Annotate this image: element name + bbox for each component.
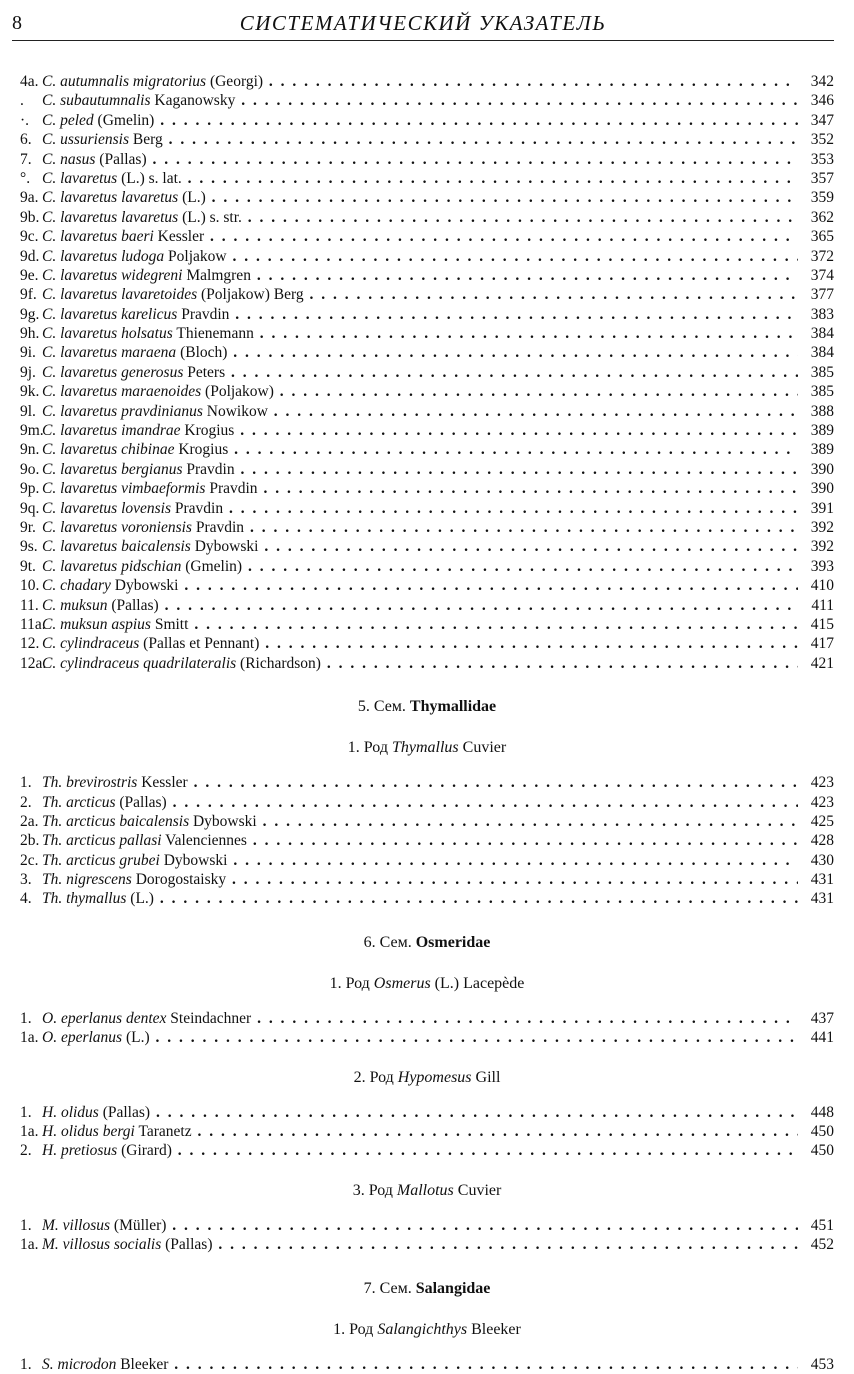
- taxon-name: C. lavaretus karelicus: [42, 305, 178, 323]
- taxon-author: Thienemann: [172, 325, 254, 343]
- page-reference: 425: [798, 812, 834, 831]
- index-entry: [20, 460, 834, 479]
- entry-number: 9e.: [20, 266, 39, 284]
- page-reference: 431: [798, 870, 834, 889]
- taxon-author: Valenciennes: [161, 832, 247, 850]
- page-reference: 389: [798, 440, 834, 459]
- entry-number: 12a.: [20, 654, 47, 672]
- index-entry: [20, 654, 834, 673]
- entry-number: 9c.: [20, 228, 39, 246]
- entry-taxon: [42, 537, 834, 556]
- index-entry: [20, 1028, 834, 1047]
- entry-number: 9p.: [20, 480, 40, 498]
- entry-number: 9l.: [20, 402, 36, 420]
- index-entry: [20, 615, 834, 634]
- entry-taxon: [42, 324, 834, 343]
- entry-number: .: [20, 92, 24, 110]
- page-reference: 410: [798, 576, 834, 595]
- taxon-name: C. lavaretus vimbaeformis: [42, 480, 206, 498]
- entry-number: 12.: [20, 635, 40, 653]
- taxon-author: Smitt: [150, 615, 189, 633]
- index-entry: [20, 596, 834, 615]
- entry-number: 7.: [20, 150, 32, 168]
- taxon-name: C. nasus: [42, 150, 96, 168]
- entry-list-mallotus: [20, 1216, 834, 1255]
- entry-taxon: [42, 421, 834, 440]
- page-reference: 347: [798, 111, 834, 130]
- entry-number: 1.: [20, 1216, 32, 1234]
- page-reference: 362: [798, 208, 834, 227]
- taxon-author: Pravdin: [171, 499, 224, 517]
- page-reference: 451: [798, 1216, 834, 1235]
- taxon-name: C. muksun aspius: [42, 615, 151, 633]
- taxon-name: C. lavaretus imandrae: [42, 422, 181, 440]
- entry-number: 9d.: [20, 247, 40, 265]
- entry-number: 9t.: [20, 557, 36, 575]
- index-entry: [20, 305, 834, 324]
- page-reference: 450: [798, 1122, 834, 1141]
- taxon-name: C. lavaretus widegreni: [42, 266, 183, 284]
- taxon-author: (Pallas): [115, 793, 167, 811]
- taxon-name: C. lavaretus maraena: [42, 344, 177, 362]
- genus-heading-hypomesus: 2. Род Hypomesus Gill: [353, 1068, 501, 1086]
- taxon-author: Malmgren: [182, 266, 251, 284]
- genus-heading-mallotus: 3. Род Mallotus Cuvier: [352, 1181, 502, 1199]
- taxon-name: Th. arcticus baicalensis: [42, 812, 190, 830]
- index-entry: [20, 831, 834, 850]
- family-heading-salangidae: 7. Сем. Salangidae: [363, 1279, 491, 1297]
- page-reference: 377: [798, 285, 834, 304]
- entry-list-osmerus: [20, 1009, 834, 1048]
- entry-taxon: [42, 634, 834, 653]
- index-entry: [20, 518, 834, 537]
- family-heading-osmeridae: 6. Сем. Osmeridae: [363, 933, 491, 951]
- entry-taxon: [42, 363, 834, 382]
- taxon-author: (Poljakow) Berg: [197, 286, 304, 304]
- taxon-name: O. eperlanus: [42, 1029, 123, 1047]
- page-reference: 423: [798, 773, 834, 792]
- taxon-name: Th. arcticus pallasi: [42, 832, 162, 850]
- taxon-author: (Pallas): [98, 1103, 151, 1121]
- entry-number: 1a.: [20, 1123, 39, 1141]
- entry-list-salangichthys: [20, 1355, 834, 1374]
- entry-taxon: [42, 1009, 834, 1028]
- taxon-author: Krogius: [180, 422, 235, 440]
- page-reference: 342: [798, 72, 834, 91]
- index-entry: [20, 557, 834, 576]
- page-reference: 357: [798, 169, 834, 188]
- entry-taxon: [42, 343, 834, 362]
- entry-taxon: [42, 831, 834, 850]
- entry-number: 9r.: [20, 518, 36, 536]
- taxon-author: (Bloch): [176, 344, 228, 362]
- page-number: 8: [12, 12, 22, 34]
- index-content: [20, 72, 834, 1374]
- entry-list-hypomesus: [20, 1103, 834, 1161]
- entry-taxon: [42, 793, 834, 812]
- taxon-name: M. villosus: [42, 1216, 111, 1234]
- index-entry: [20, 382, 834, 401]
- taxon-name: C. cylindraceus quadrilateralis: [42, 654, 237, 672]
- entry-taxon: [42, 266, 834, 285]
- taxon-author: Kessler: [137, 774, 188, 792]
- taxon-author: Pravdin: [177, 305, 230, 323]
- taxon-name: C. lavaretus ludoga: [42, 247, 165, 265]
- entry-number: 9k.: [20, 383, 40, 401]
- entry-number: 9f.: [20, 286, 37, 304]
- entry-number: 1a.: [20, 1236, 39, 1254]
- index-entry: [20, 169, 834, 188]
- taxon-name: C. lavaretus bergianus: [42, 460, 183, 478]
- page-reference: 390: [798, 460, 834, 479]
- index-entry: [20, 208, 834, 227]
- entry-taxon: [42, 576, 834, 595]
- index-entry: [20, 773, 834, 792]
- page-reference: 448: [798, 1103, 834, 1122]
- entry-taxon: [42, 130, 834, 149]
- taxon-author: Dybowski: [159, 851, 228, 869]
- index-entry: [20, 889, 834, 908]
- taxon-name: C. lavaretus generosus: [42, 363, 184, 381]
- index-entry: [20, 1103, 834, 1122]
- taxon-name: Th. nigrescens: [42, 871, 132, 889]
- page-reference: 388: [798, 402, 834, 421]
- taxon-author: (Girard): [117, 1142, 172, 1160]
- page-reference: 452: [798, 1235, 834, 1254]
- entry-taxon: [42, 518, 834, 537]
- index-entry: [20, 421, 834, 440]
- entry-taxon: [42, 596, 834, 615]
- taxon-author: Pravdin: [182, 460, 235, 478]
- taxon-author: (L.): [178, 189, 206, 207]
- page-reference: 385: [798, 363, 834, 382]
- taxon-author: Nowikow: [202, 402, 268, 420]
- index-entry: [20, 870, 834, 889]
- index-entry: [20, 266, 834, 285]
- index-entry: [20, 499, 834, 518]
- taxon-name: Th. thymallus: [42, 890, 127, 908]
- entry-number: 9q.: [20, 499, 40, 517]
- taxon-name: C. subautumnalis: [42, 92, 151, 110]
- page-reference: 372: [798, 247, 834, 266]
- taxon-name: C. lavaretus lovensis: [42, 499, 172, 517]
- entry-number: 9n.: [20, 441, 40, 459]
- taxon-name: C. ussuriensis: [42, 131, 129, 149]
- entry-number: 2.: [20, 1142, 32, 1160]
- entry-taxon: [42, 150, 834, 169]
- taxon-name: C. lavaretus pidschian: [42, 557, 182, 575]
- entry-taxon: [42, 247, 834, 266]
- page-reference: 428: [798, 831, 834, 850]
- entry-number: 2c.: [20, 851, 39, 869]
- taxon-name: M. villosus socialis: [42, 1236, 162, 1254]
- taxon-author: Poljakow: [164, 247, 227, 265]
- entry-taxon: [42, 870, 834, 889]
- taxon-name: C. chadary: [42, 577, 111, 595]
- entry-number: ·.: [20, 111, 30, 129]
- taxon-author: (Poljakow): [201, 383, 274, 401]
- taxon-name: O. eperlanus dentex: [42, 1009, 167, 1027]
- entry-number: 9o.: [20, 460, 40, 478]
- page-reference: 384: [798, 343, 834, 362]
- taxon-author: Pravdin: [191, 518, 245, 536]
- entry-taxon: [42, 285, 834, 304]
- taxon-author: (L.) s. lat.: [117, 169, 182, 187]
- entry-taxon: [42, 479, 834, 498]
- taxon-author: (Pallas): [107, 596, 159, 614]
- entry-taxon: [42, 460, 834, 479]
- entry-taxon: [42, 889, 834, 908]
- index-entry: [20, 440, 834, 459]
- genus-heading-salangichthys: 1. Род Salangichthys Bleeker: [333, 1320, 521, 1338]
- running-title: СИСТЕМАТИЧЕСКИЙ УКАЗАТЕЛЬ: [239, 11, 607, 35]
- taxon-author: (L.) s. str.: [178, 208, 242, 226]
- entry-number: 9b.: [20, 208, 40, 226]
- page-reference: 390: [798, 479, 834, 498]
- taxon-author: (L.): [126, 890, 154, 908]
- taxon-name: Th. brevirostris: [42, 774, 138, 792]
- page-reference: 389: [798, 421, 834, 440]
- page-reference: 374: [798, 266, 834, 285]
- taxon-author: Dybowski: [189, 812, 257, 830]
- page-reference: 383: [798, 305, 834, 324]
- entry-number: 6.: [20, 131, 32, 149]
- taxon-author: Dybowski: [190, 538, 259, 556]
- taxon-name: C. muksun: [42, 596, 108, 614]
- taxon-author: Berg: [129, 131, 163, 149]
- taxon-name: S. microdon: [42, 1355, 117, 1373]
- page-reference: 392: [798, 537, 834, 556]
- entry-taxon: [42, 499, 834, 518]
- index-entry: [20, 1009, 834, 1028]
- family-heading-thymallidae: 5. Сем. Thymallidae: [357, 698, 497, 716]
- taxon-author: Bleeker: [116, 1355, 169, 1373]
- page-reference: 365: [798, 227, 834, 246]
- entry-taxon: [42, 72, 834, 91]
- entry-number: 3.: [20, 871, 32, 889]
- entry-taxon: [42, 382, 834, 401]
- page-reference: 437: [798, 1009, 834, 1028]
- page-header: [12, 10, 834, 41]
- page-reference: 391: [798, 499, 834, 518]
- index-entry: [20, 1141, 834, 1160]
- index-entry: [20, 851, 834, 870]
- taxon-author: Dorogostaisky: [131, 871, 227, 889]
- index-entry: [20, 72, 834, 91]
- index-entry: [20, 285, 834, 304]
- page-reference: 411: [798, 596, 834, 615]
- taxon-name: C. lavaretus lavaretus: [42, 189, 179, 207]
- taxon-author: (Pallas): [161, 1236, 213, 1254]
- page-reference: 421: [798, 654, 834, 673]
- taxon-name: Th. arcticus: [42, 793, 116, 811]
- taxon-author: (Pallas et Pennant): [139, 635, 260, 653]
- entry-number: 9j.: [20, 363, 36, 381]
- taxon-author: Peters: [183, 363, 226, 381]
- taxon-name: C. lavaretus pravdinianus: [42, 402, 203, 420]
- taxon-name: C. lavaretus chibinae: [42, 441, 175, 459]
- entry-taxon: [42, 1355, 834, 1374]
- entry-number: 9a.: [20, 189, 39, 207]
- taxon-name: C. cylindraceus: [42, 635, 140, 653]
- entry-number: 4.: [20, 890, 32, 908]
- page-reference: 392: [798, 518, 834, 537]
- taxon-name: C. lavaretus holsatus: [42, 325, 173, 343]
- genus-heading-thymallus: 1. Род Thymallus Cuvier: [347, 739, 507, 757]
- entry-list-thymallus: [20, 773, 834, 909]
- entry-number: 11.: [20, 596, 39, 614]
- taxon-author: (Gmelin): [93, 111, 155, 129]
- page-reference: 423: [798, 793, 834, 812]
- page-reference: 353: [798, 150, 834, 169]
- taxon-author: (L.): [122, 1029, 150, 1047]
- index-entry: [20, 537, 834, 556]
- index-entry: [20, 1355, 834, 1374]
- entry-taxon: [42, 812, 834, 831]
- entry-taxon: [42, 615, 834, 634]
- taxon-author: Kaganowsky: [150, 92, 236, 110]
- taxon-author: (Georgi): [206, 73, 264, 90]
- index-entry: [20, 324, 834, 343]
- entry-number: 9m.: [20, 422, 44, 440]
- index-entry: [20, 247, 834, 266]
- entry-number: 1.: [20, 774, 32, 792]
- genus-heading-osmerus: 1. Род Osmerus (L.) Lacepède: [329, 974, 525, 992]
- page-reference: 359: [798, 188, 834, 207]
- page-reference: 417: [798, 634, 834, 653]
- entry-taxon: [42, 773, 834, 792]
- index-entry: [20, 479, 834, 498]
- entry-number: 1.: [20, 1009, 32, 1027]
- taxon-name: C. lavaretus lavaretoides: [42, 286, 198, 304]
- entry-number: 1.: [20, 1103, 32, 1121]
- index-entry: [20, 402, 834, 421]
- entry-number: 9i.: [20, 344, 36, 362]
- taxon-author: Krogius: [174, 441, 229, 459]
- entry-taxon: [42, 1216, 834, 1235]
- entry-list-coregonus: [20, 72, 834, 673]
- entry-number: 2.: [20, 793, 32, 811]
- entry-number: 9s.: [20, 538, 38, 556]
- index-entry: [20, 130, 834, 149]
- page-reference: 441: [798, 1028, 834, 1047]
- entry-taxon: [42, 305, 834, 324]
- taxon-name: H. olidus: [42, 1103, 99, 1121]
- taxon-author: (Pallas): [95, 150, 147, 168]
- page-reference: 430: [798, 851, 834, 870]
- index-entry: [20, 363, 834, 382]
- page-reference: 346: [798, 91, 834, 110]
- entry-number: 2b.: [20, 832, 40, 850]
- taxon-author: (Richardson): [236, 654, 321, 672]
- entry-number: °.: [20, 169, 31, 187]
- taxon-author: (Gmelin): [181, 557, 243, 575]
- entry-number: 10.: [20, 577, 40, 595]
- index-entry: [20, 111, 834, 130]
- taxon-name: C. autumnalis migratorius: [42, 73, 207, 90]
- entry-taxon: [42, 557, 834, 576]
- taxon-author: (Müller): [110, 1216, 167, 1234]
- entry-number: 2a.: [20, 812, 39, 830]
- page-reference: 352: [798, 130, 834, 149]
- entry-taxon: [42, 91, 834, 110]
- page-reference: 393: [798, 557, 834, 576]
- entry-taxon: [42, 440, 834, 459]
- page-reference: 431: [798, 889, 834, 908]
- entry-taxon: [42, 208, 834, 227]
- taxon-name: H. olidus bergi: [42, 1123, 135, 1141]
- entry-number: 4a.: [20, 73, 39, 90]
- entry-taxon: [42, 1028, 834, 1047]
- entry-taxon: [42, 1235, 834, 1254]
- index-entry: [20, 91, 834, 110]
- taxon-name: C. lavaretus baicalensis: [42, 538, 191, 556]
- index-entry: [20, 1235, 834, 1254]
- taxon-name: C. lavaretus voroniensis: [42, 518, 192, 536]
- entry-taxon: [42, 402, 834, 421]
- taxon-author: Steindachner: [166, 1009, 252, 1027]
- taxon-author: Pravdin: [205, 480, 258, 498]
- index-entry: [20, 634, 834, 653]
- taxon-name: C. lavaretus maraenoides: [42, 383, 202, 401]
- index-entry: [20, 227, 834, 246]
- taxon-name: C. peled: [42, 111, 94, 129]
- entry-number: 1a.: [20, 1029, 39, 1047]
- page-reference: 450: [798, 1141, 834, 1160]
- entry-number: 9h.: [20, 325, 40, 343]
- entry-taxon: [42, 654, 834, 673]
- index-entry: [20, 576, 834, 595]
- taxon-name: C. lavaretus baeri: [42, 228, 154, 246]
- index-entry: [20, 1122, 834, 1141]
- taxon-name: C. lavaretus lavaretus: [42, 208, 179, 226]
- entry-number: 9g.: [20, 305, 40, 323]
- entry-taxon: [42, 1103, 834, 1122]
- taxon-author: Kessler: [153, 228, 205, 246]
- taxon-name: C. lavaretus: [42, 169, 118, 187]
- entry-taxon: [42, 851, 834, 870]
- index-entry: [20, 793, 834, 812]
- page-reference: 453: [798, 1355, 834, 1374]
- taxon-author: Dybowski: [110, 577, 179, 595]
- taxon-author: Taranetz: [134, 1123, 192, 1141]
- entry-taxon: [42, 188, 834, 207]
- page-reference: 384: [798, 324, 834, 343]
- entry-taxon: [42, 1122, 834, 1141]
- taxon-name: Th. arcticus grubei: [42, 851, 160, 869]
- index-entry: [20, 812, 834, 831]
- entry-number: 11a.: [20, 615, 46, 633]
- taxon-name: H. pretiosus: [42, 1142, 118, 1160]
- page-reference: 385: [798, 382, 834, 401]
- index-entry: [20, 343, 834, 362]
- entry-number: 1.: [20, 1355, 32, 1373]
- entry-taxon: [42, 111, 834, 130]
- entry-taxon: [42, 1141, 834, 1160]
- index-entry: [20, 150, 834, 169]
- index-entry: [20, 188, 834, 207]
- index-entry: [20, 1216, 834, 1235]
- entry-taxon: [42, 169, 834, 188]
- entry-taxon: [42, 227, 834, 246]
- page-reference: 415: [798, 615, 834, 634]
